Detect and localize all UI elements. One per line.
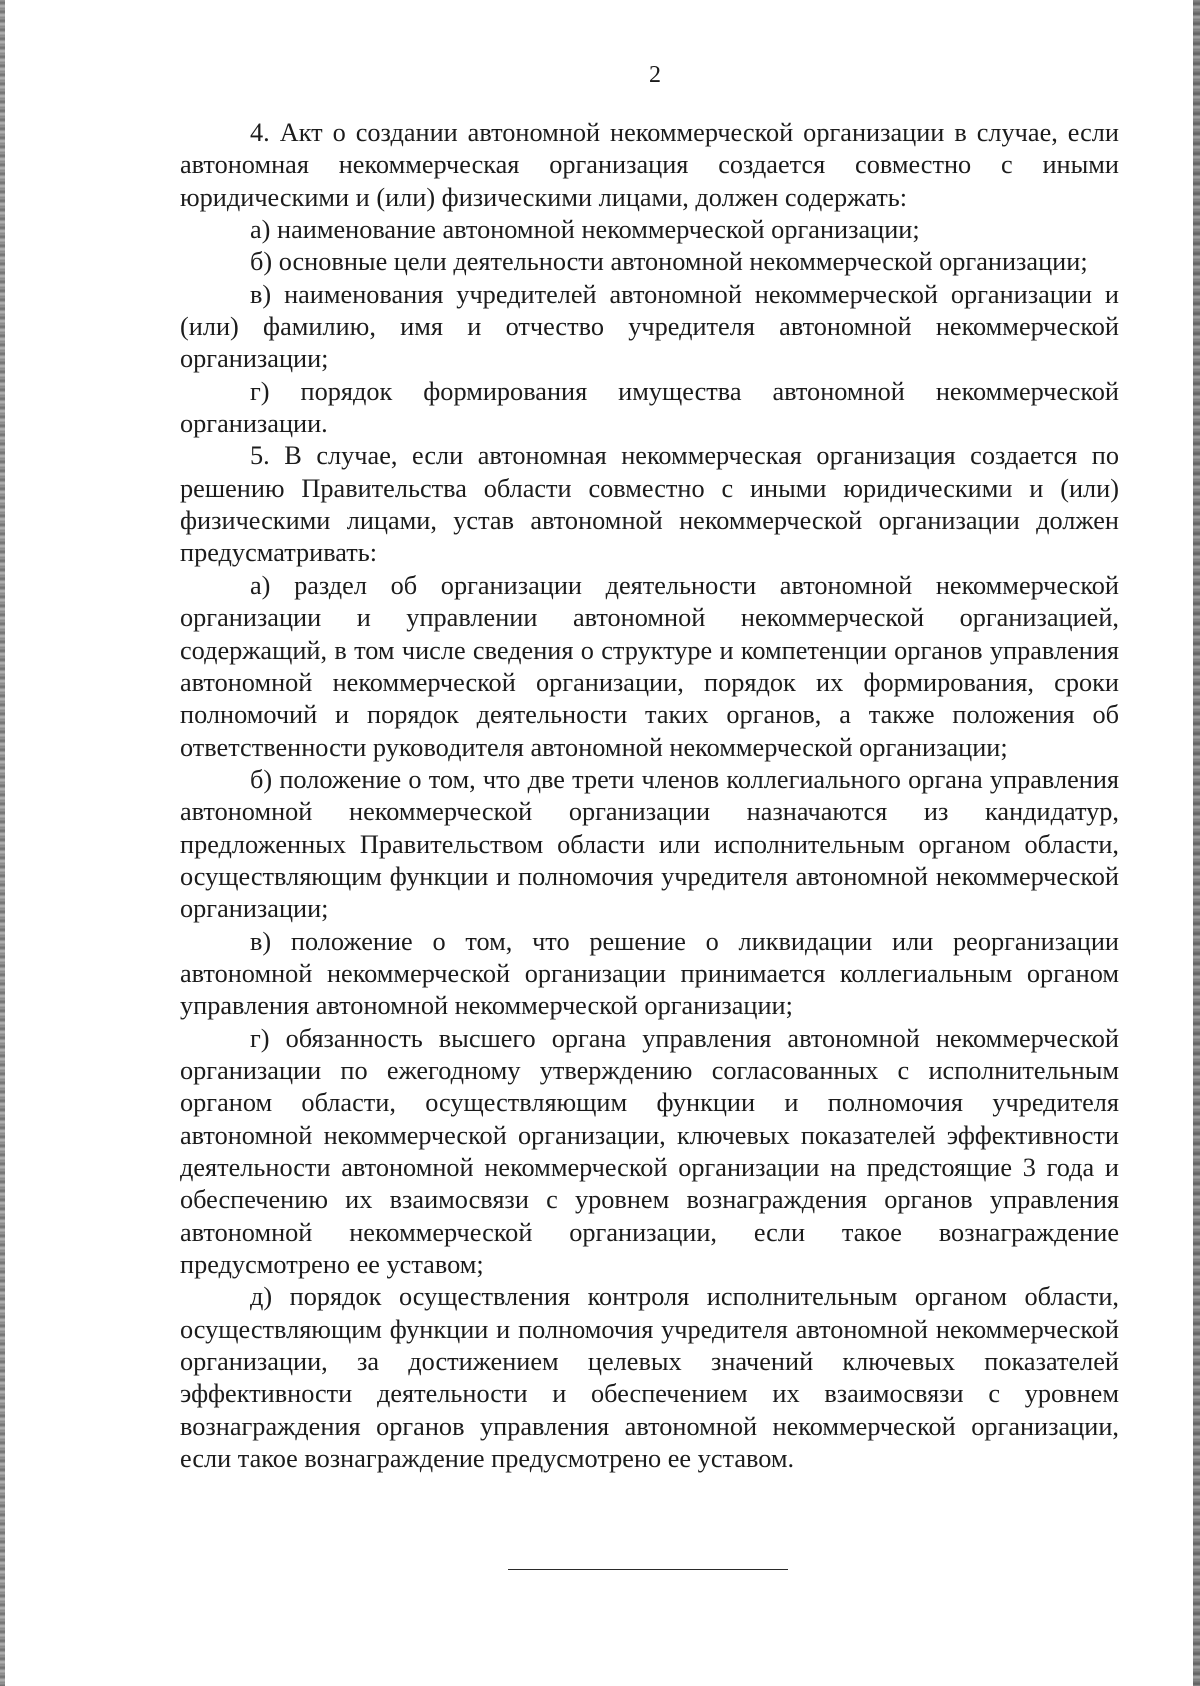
paragraph-5-item-d: д) порядок осуществления контроля исполнительным органом области, осуществляющим функции и полномочия учредителя автономной некоммерческой организации, за достижением целевых значений ключевых показателей эффективности деятельности и обеспечением их взаимосвязи с уровнем вознаграждения органов управления автономной некоммерческой организации, если такое вознаграждение предусмотрено ее уставом. (180, 1282, 1119, 1474)
paragraph-4: 4. Акт о создании автономной некоммерческой организации в случае, если автономная некоммерческая организация создается совместно с иными юридическими и (или) физическими лицами, должен содержать: (180, 118, 1119, 212)
scan-edge-left (0, 0, 5, 1686)
paragraph-4-item-v: в) наименования учредителей автономной некоммерческой организации и (или) фамилию, имя и отчество учредителя автономной некоммерческой организации; (180, 279, 1119, 374)
page-number: 2 (649, 62, 661, 88)
paragraph-5-item-v: в) положение о том, что решение о ликвидации или реорганизации автономной некоммерческой организации принимается коллегиальным органом управления автономной некоммерческой организации; (180, 926, 1119, 1021)
document-body (180, 117, 1119, 1475)
paragraph-5-item-a: а) раздел об организации деятельности автономной некоммерческой организации и управлении автономной некоммерческой организацией, содержащий, в том числе сведения о структуре и компетенции органов управления автономной некоммерческой организации, порядок их формирования, сроки полномочий и порядок деятельности таких органов, а также положения об ответственности руководителя автономной некоммерческой организации; (180, 570, 1119, 762)
paragraph-5: 5. В случае, если автономная некоммерческая организация создается по решению Правительства области совместно с иными юридическими и (или) физическими лицами, устав автономной некоммерческой организации должен предусматривать: (180, 441, 1119, 568)
scan-edge-right (1193, 0, 1200, 1686)
paragraph-4-item-g: г) порядок формирования имущества автономной некоммерческой организации. (180, 376, 1119, 439)
paragraph-4-item-a: а) наименование автономной некоммерческой организации; (250, 215, 920, 245)
end-of-document-rule (508, 1569, 788, 1570)
paragraph-5-item-b: б) положение о том, что две трети членов коллегиального органа управления автономной некоммерческой организации назначаются из кандидатур, предложенных Правительством области или исполнительным органом области, осуществляющим функции и полномочия учредителя автономной некоммерческой организации; (180, 764, 1119, 924)
paragraph-4-item-b: б) основные цели деятельности автономной некоммерческой организации; (250, 247, 1088, 277)
paragraph-5-item-g: г) обязанность высшего органа управления автономной некоммерческой организации по ежегодному утверждению согласованных с исполнительным органом области, осуществляющим функции и полномочия учредителя автономной некоммерческой организации, ключевых показателей эффективности деятельности автономной некоммерческой организации на предстоящие 3 года и обеспечению их взаимосвязи с уровнем вознаграждения органов управления автономной некоммерческой организации, если такое вознаграждение предусмотрено ее уставом; (180, 1023, 1119, 1280)
